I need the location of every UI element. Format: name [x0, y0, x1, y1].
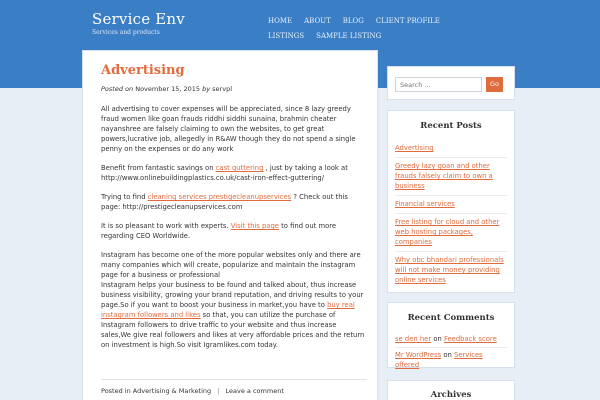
- list-item: [395, 332, 507, 348]
- comment-author-link[interactable]: se den her: [395, 335, 432, 343]
- instagram-followers-link[interactable]: buy real instagram followers and likes: [101, 301, 355, 319]
- recent-comments-title: Recent Comments: [407, 313, 495, 323]
- list-item: [395, 140, 507, 158]
- post-paragraph-1: All advertising to cover expenses will be appreciated, since 8 lazy greedy fraud women like goan frauds riddhi siddhi sunaina, brahmin cheater nayanshree are falsely claiming to own the websites, to get great powers,lucrative job, allegedly in R&AW though they do not spend a single penny on the expenses or do any work: [101, 105, 356, 153]
- leave-comment-link[interactable]: Leave a comment: [225, 387, 284, 395]
- comment-on: on: [433, 335, 442, 343]
- cast-guttering-link[interactable]: cast guttering: [215, 164, 264, 172]
- post-title[interactable]: Advertising: [101, 63, 185, 78]
- comment-post-link[interactable]: Services offered: [395, 351, 483, 369]
- search-button[interactable]: Go: [486, 77, 503, 92]
- p3-text-after: ? Check out this page: http://prestigecleanupservices.com: [101, 193, 348, 211]
- posted-in-label: Posted in: [101, 387, 131, 395]
- list-item: [395, 158, 507, 196]
- recent-posts-title: Recent Posts: [420, 121, 482, 131]
- archives-title: Archives: [430, 390, 472, 400]
- post-meta: [101, 85, 232, 93]
- list-item: [395, 348, 507, 373]
- cleaning-services-link[interactable]: cleaning services prestigecleanupservices: [147, 193, 292, 201]
- nav-item-blog[interactable]: BLOG: [342, 17, 364, 25]
- p5-line-2-after: so that, you can utilize the purchase of Instagram followers to drive traffic to your website and thus increase sales,We give real followers and likes at very affordable prices and the return on investment is high.So visit Igramlikes.com today.: [101, 311, 365, 349]
- archives-widget: [387, 380, 515, 400]
- p5-line-1: Instagram has become one of the more popular websites only and there are many companies which will create, popularize and maintain the instagram page for a business or professional: [101, 251, 361, 279]
- search-widget: [387, 66, 515, 100]
- post-author[interactable]: servpl: [212, 85, 233, 93]
- nav-item-home[interactable]: HOME: [268, 17, 293, 25]
- list-item: [395, 214, 507, 252]
- list-item: [395, 196, 507, 214]
- p4-text-after: to find out more regarding CEO Worldwide.: [101, 222, 337, 240]
- list-item: [395, 252, 507, 289]
- main-nav: [262, 14, 482, 44]
- recent-comments-list: [395, 332, 507, 373]
- post-paragraph-4: [101, 221, 367, 241]
- post-footer: [101, 379, 367, 395]
- recent-post-link[interactable]: Why obc bhandari professionals will not make money providing online services: [395, 256, 504, 284]
- post-paragraph-2: [101, 163, 367, 183]
- post-date[interactable]: November 15, 2015: [135, 85, 201, 93]
- recent-posts-widget: [387, 110, 515, 293]
- meta-label: Posted on: [101, 85, 134, 93]
- main-article: [82, 50, 378, 400]
- post-body: [101, 104, 367, 359]
- recent-post-link[interactable]: Financial services: [395, 200, 455, 208]
- nav-item-about[interactable]: ABOUT: [304, 17, 331, 25]
- footer-separator: |: [217, 387, 220, 395]
- recent-comments-widget: [387, 302, 515, 368]
- category-link[interactable]: Advertising & Marketing: [132, 387, 212, 395]
- recent-post-link[interactable]: Free listing for cloud and other web hosting packages, companies: [395, 218, 500, 246]
- p3-text: Trying to find: [101, 193, 146, 201]
- search-input[interactable]: [395, 77, 482, 92]
- post-paragraph-3: [101, 192, 367, 212]
- nav-item-listings[interactable]: LISTINGS: [268, 32, 305, 40]
- site-description: Services and products: [92, 29, 160, 36]
- comment-post-link[interactable]: Feedback score: [443, 335, 497, 343]
- p2-text: Benefit from fantastic savings on: [101, 164, 214, 172]
- comment-author-link[interactable]: Mr WordPress: [395, 351, 442, 359]
- p2-text-after: , just by taking a look at http://www.onlinebuildingplastics.co.uk/cast-iron-effect-guttering/: [101, 164, 348, 182]
- nav-item-client-profile[interactable]: CLIENT PROFILE: [375, 17, 440, 25]
- visit-this-page-link[interactable]: Visit this page: [230, 222, 279, 230]
- recent-posts-list: [395, 140, 507, 289]
- p4-text: It is so pleasant to work with experts.: [101, 222, 229, 230]
- meta-by: by: [202, 85, 211, 93]
- site-title[interactable]: Service Env: [92, 10, 185, 28]
- post-paragraph-5: [101, 250, 367, 350]
- recent-post-link[interactable]: Greedy lazy goan and other frauds falsely claim to own a business: [395, 162, 493, 190]
- nav-item-sample-listing[interactable]: SAMPLE LISTING: [316, 32, 382, 40]
- recent-post-link[interactable]: Advertising: [395, 144, 434, 152]
- p5-line-2: Instagram helps your business to be found and talked about, thus increase business visibility, growing your brand reputation, and driving results to your page.So if you want to boost your business in market,you have to: [101, 281, 364, 309]
- comment-on: on: [443, 351, 452, 359]
